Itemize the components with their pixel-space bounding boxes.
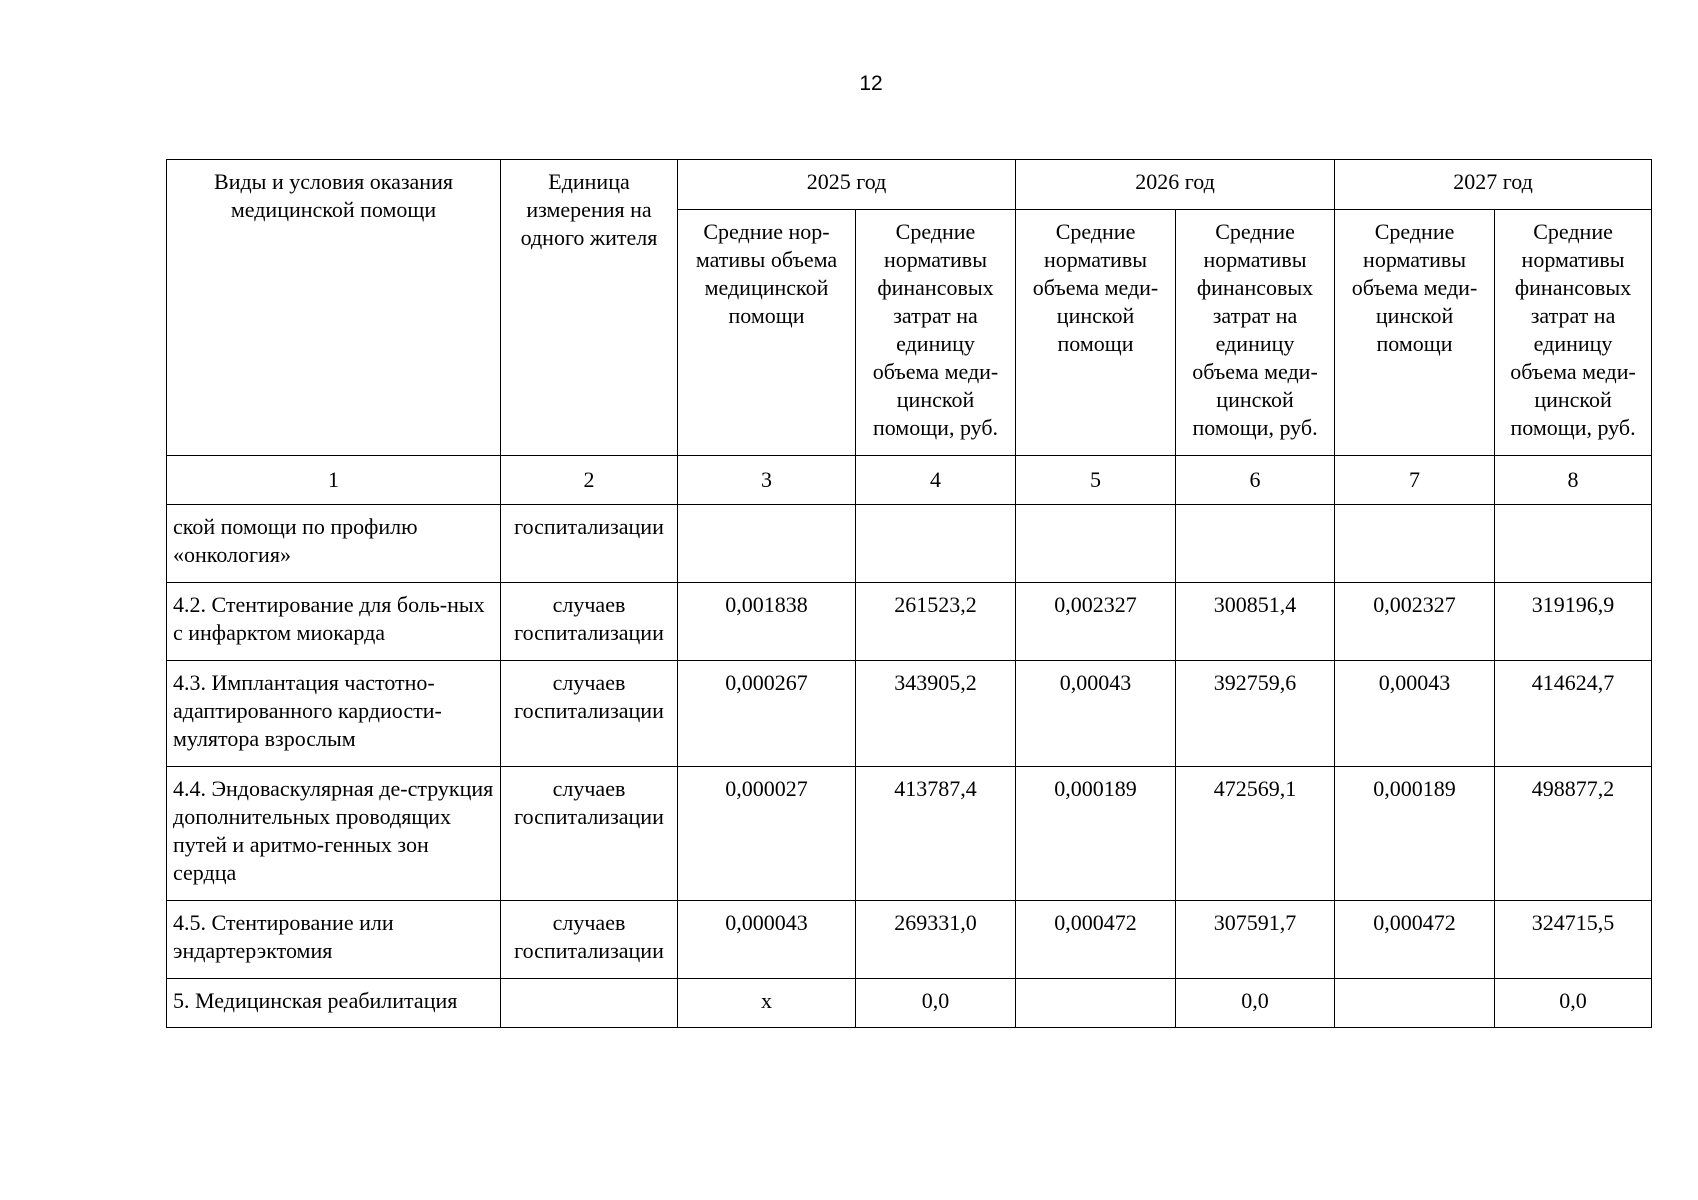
row-value: 414624,7 (1495, 661, 1652, 767)
row-value: 0,00043 (1335, 661, 1495, 767)
column-number: 8 (1495, 456, 1652, 505)
row-value: 413787,4 (856, 767, 1016, 901)
row-value: 0,000472 (1016, 901, 1176, 979)
row-value (856, 505, 1016, 583)
column-number: 4 (856, 456, 1016, 505)
header-finance-2026: Средние нормативы финансовых затрат на единицу объема меди-цинской помощи, руб. (1176, 210, 1335, 456)
header-volume-2027: Средние нормативы объема меди-цинской помощи (1335, 210, 1495, 456)
row-value (1335, 979, 1495, 1028)
table-row (167, 661, 1652, 767)
row-value: 269331,0 (856, 901, 1016, 979)
table-row (167, 979, 1652, 1028)
row-name: ской помощи по профилю «онкология» (167, 505, 501, 583)
row-value: 392759,6 (1176, 661, 1335, 767)
row-unit: случаев госпитализации (501, 583, 678, 661)
row-name: 4.2. Стентирование для боль-ных с инфарктом миокарда (167, 583, 501, 661)
header-volume-2026: Средние нормативы объема меди-цинской помощи (1016, 210, 1176, 456)
row-value: 0,002327 (1016, 583, 1176, 661)
row-value: 0,001838 (678, 583, 856, 661)
column-number: 3 (678, 456, 856, 505)
row-value: х (678, 979, 856, 1028)
row-value (1335, 505, 1495, 583)
row-value (1176, 505, 1335, 583)
row-value: 261523,2 (856, 583, 1016, 661)
row-value: 0,000189 (1016, 767, 1176, 901)
column-number: 2 (501, 456, 678, 505)
column-numbers-row (167, 456, 1652, 505)
row-value: 472569,1 (1176, 767, 1335, 901)
row-unit: случаев госпитализации (501, 661, 678, 767)
row-value (678, 505, 856, 583)
row-value: 319196,9 (1495, 583, 1652, 661)
header-unit: Единица измерения на одного жителя (501, 160, 678, 456)
table-row (167, 583, 1652, 661)
row-value: 0,00043 (1016, 661, 1176, 767)
row-value (1016, 505, 1176, 583)
header-row-years (167, 160, 1652, 210)
row-unit (501, 979, 678, 1028)
column-number: 6 (1176, 456, 1335, 505)
row-value: 0,0 (1495, 979, 1652, 1028)
row-value (1495, 505, 1652, 583)
column-number: 1 (167, 456, 501, 505)
header-finance-2025: Средние нормативы финансовых затрат на единицу объема меди-цинской помощи, руб. (856, 210, 1016, 456)
header-finance-2027: Средние нормативы финансовых затрат на единицу объема меди-цинской помощи, руб. (1495, 210, 1652, 456)
row-name: 4.4. Эндоваскулярная де-струкция дополнительных проводящих путей и аритмо-генных зон сердца (167, 767, 501, 901)
page-number: 12 (859, 72, 883, 95)
row-value: 0,000267 (678, 661, 856, 767)
row-value: 0,000472 (1335, 901, 1495, 979)
row-unit: госпитализации (501, 505, 678, 583)
row-value: 0,000043 (678, 901, 856, 979)
row-value: 0,002327 (1335, 583, 1495, 661)
row-value: 498877,2 (1495, 767, 1652, 901)
header-type-conditions: Виды и условия оказания медицинской помощи (167, 160, 501, 456)
column-number: 5 (1016, 456, 1176, 505)
row-value (1016, 979, 1176, 1028)
table-row (167, 901, 1652, 979)
row-value: 307591,7 (1176, 901, 1335, 979)
header-year-2026: 2026 год (1016, 160, 1335, 210)
table-row (167, 505, 1652, 583)
row-unit: случаев госпитализации (501, 767, 678, 901)
header-year-2027: 2027 год (1335, 160, 1652, 210)
row-value: 0,0 (1176, 979, 1335, 1028)
row-value: 300851,4 (1176, 583, 1335, 661)
row-name: 4.3. Имплантация частотно-адаптированного кардиости-мулятора взрослым (167, 661, 501, 767)
row-value: 343905,2 (856, 661, 1016, 767)
table-row (167, 767, 1652, 901)
row-value: 0,000189 (1335, 767, 1495, 901)
header-year-2025: 2025 год (678, 160, 1016, 210)
normatives-table (166, 159, 1652, 1028)
row-unit: случаев госпитализации (501, 901, 678, 979)
row-name: 4.5. Стентирование или эндартерэктомия (167, 901, 501, 979)
row-value: 0,000027 (678, 767, 856, 901)
column-number: 7 (1335, 456, 1495, 505)
header-volume-2025: Средние нор-мативы объема медицинской помощи (678, 210, 856, 456)
row-value: 324715,5 (1495, 901, 1652, 979)
row-value: 0,0 (856, 979, 1016, 1028)
row-name: 5. Медицинская реабилитация (167, 979, 501, 1028)
